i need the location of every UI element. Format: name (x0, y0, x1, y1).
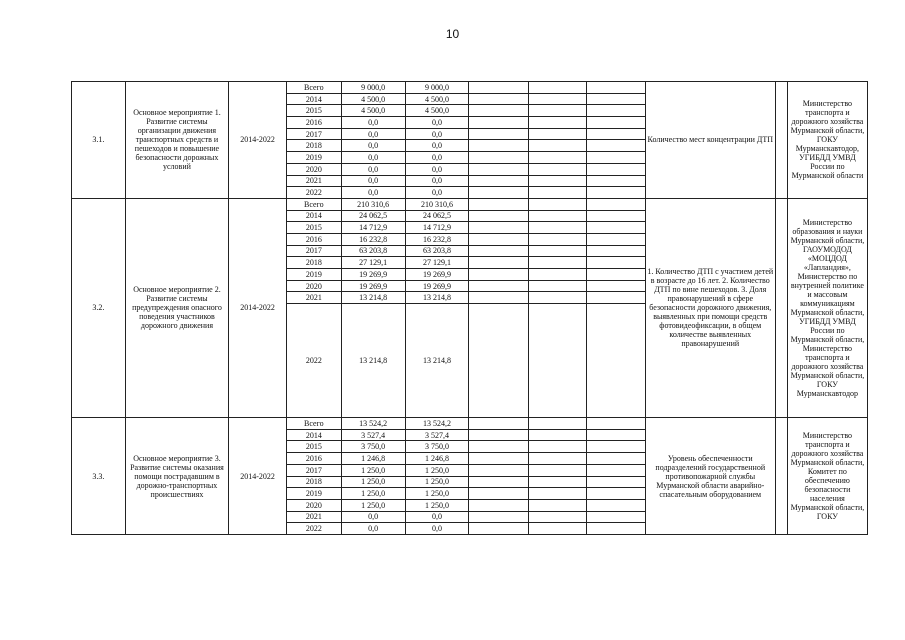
finance-year: 2021 (286, 292, 341, 304)
finance-regional: 1 250,0 (405, 488, 469, 500)
activity-name: Основное мероприятие 2. Развитие системы предупреждения опасного поведения участников дорожного движения (125, 198, 228, 417)
finance-year: 2016 (286, 117, 341, 129)
finance-blank (469, 292, 529, 304)
finance-blank (529, 441, 587, 453)
finance-blank (469, 476, 529, 488)
finance-blank (529, 175, 587, 187)
finance-blank (529, 488, 587, 500)
finance-regional: 0,0 (405, 163, 469, 175)
finance-total: 27 129,1 (341, 257, 405, 269)
finance-blank (469, 117, 529, 129)
finance-blank (469, 304, 529, 418)
finance-regional: 27 129,1 (405, 257, 469, 269)
finance-blank (587, 429, 646, 441)
finance-blank (469, 280, 529, 292)
finance-blank (529, 140, 587, 152)
finance-total: 24 062,5 (341, 210, 405, 222)
finance-blank (529, 245, 587, 257)
finance-year: 2015 (286, 222, 341, 234)
finance-total: 4 500,0 (341, 105, 405, 117)
finance-blank (529, 280, 587, 292)
finance-total: 0,0 (341, 523, 405, 535)
finance-regional: 3 527,4 (405, 429, 469, 441)
finance-year: 2014 (286, 429, 341, 441)
finance-blank (529, 163, 587, 175)
finance-regional: 0,0 (405, 117, 469, 129)
finance-regional: 4 500,0 (405, 93, 469, 105)
finance-year: 2022 (286, 187, 341, 199)
finance-blank (469, 523, 529, 535)
finance-total: 19 269,9 (341, 280, 405, 292)
finance-blank (587, 163, 646, 175)
finance-blank (469, 140, 529, 152)
finance-blank (587, 269, 646, 281)
finance-blank (469, 499, 529, 511)
finance-year: Всего (286, 82, 341, 94)
finance-total: 0,0 (341, 152, 405, 164)
finance-blank (469, 464, 529, 476)
finance-blank (529, 523, 587, 535)
finance-blank (587, 499, 646, 511)
finance-regional: 13 214,8 (405, 292, 469, 304)
finance-blank (587, 245, 646, 257)
finance-year: 2017 (286, 128, 341, 140)
finance-regional: 210 310,6 (405, 198, 469, 210)
finance-year: 2020 (286, 163, 341, 175)
finance-blank (529, 304, 587, 418)
finance-blank (587, 233, 646, 245)
finance-blank (469, 105, 529, 117)
finance-total: 16 232,8 (341, 233, 405, 245)
finance-year: 2021 (286, 511, 341, 523)
finance-year: 2014 (286, 210, 341, 222)
finance-total: 0,0 (341, 117, 405, 129)
finance-regional: 9 000,0 (405, 82, 469, 94)
table-body (72, 82, 868, 535)
finance-blank (529, 82, 587, 94)
finance-blank (469, 245, 529, 257)
finance-regional: 0,0 (405, 511, 469, 523)
finance-blank (587, 453, 646, 465)
finance-blank (587, 105, 646, 117)
finance-year: 2016 (286, 453, 341, 465)
finance-year: Всего (286, 418, 341, 430)
finance-year: 2019 (286, 488, 341, 500)
finance-blank (529, 210, 587, 222)
finance-blank (469, 222, 529, 234)
finance-blank (529, 187, 587, 199)
finance-blank (529, 222, 587, 234)
finance-year: 2020 (286, 499, 341, 511)
finance-regional: 16 232,8 (405, 233, 469, 245)
finance-total: 1 246,8 (341, 453, 405, 465)
finance-regional: 0,0 (405, 140, 469, 152)
finance-blank (469, 429, 529, 441)
finance-blank (529, 464, 587, 476)
finance-regional: 4 500,0 (405, 105, 469, 117)
finance-blank (529, 117, 587, 129)
finance-blank (529, 429, 587, 441)
finance-regional: 3 750,0 (405, 441, 469, 453)
finance-blank (587, 187, 646, 199)
finance-year: 2015 (286, 105, 341, 117)
finance-year: 2018 (286, 140, 341, 152)
finance-blank (529, 233, 587, 245)
finance-blank (587, 128, 646, 140)
finance-blank (469, 257, 529, 269)
indicator-value-cell (775, 82, 787, 199)
finance-blank (587, 175, 646, 187)
finance-total: 9 000,0 (341, 82, 405, 94)
finance-blank (529, 292, 587, 304)
activity-number: 3.2. (72, 198, 126, 417)
finance-regional: 0,0 (405, 523, 469, 535)
finance-blank (529, 418, 587, 430)
finance-blank (469, 269, 529, 281)
finance-blank (469, 511, 529, 523)
finance-blank (529, 105, 587, 117)
finance-year: 2015 (286, 441, 341, 453)
finance-regional: 13 524,2 (405, 418, 469, 430)
finance-total: 1 250,0 (341, 464, 405, 476)
activity-period: 2014-2022 (229, 198, 287, 417)
finance-blank (587, 82, 646, 94)
finance-blank (469, 233, 529, 245)
finance-blank (469, 441, 529, 453)
activity-name: Основное мероприятие 3. Развитие системы оказания помощи пострадавшим в дорожно-транспортных происшествиях (125, 418, 228, 535)
finance-year: 2021 (286, 175, 341, 187)
finance-year: 2018 (286, 476, 341, 488)
finance-blank (469, 488, 529, 500)
activity-number: 3.1. (72, 82, 126, 199)
page-number: 10 (445, 27, 460, 41)
finance-regional: 0,0 (405, 187, 469, 199)
finance-total: 1 250,0 (341, 488, 405, 500)
activity-number: 3.3. (72, 418, 126, 535)
finance-blank (587, 523, 646, 535)
finance-regional: 1 250,0 (405, 499, 469, 511)
finance-blank (587, 280, 646, 292)
finance-blank (469, 93, 529, 105)
finance-regional: 0,0 (405, 128, 469, 140)
finance-regional: 1 246,8 (405, 453, 469, 465)
finance-total: 0,0 (341, 187, 405, 199)
finance-blank (529, 257, 587, 269)
finance-blank (529, 511, 587, 523)
finance-blank (587, 476, 646, 488)
finance-regional: 24 062,5 (405, 210, 469, 222)
finance-blank (587, 418, 646, 430)
finance-blank (529, 152, 587, 164)
indicator-value-cell (775, 418, 787, 535)
finance-blank (587, 93, 646, 105)
finance-blank (469, 163, 529, 175)
finance-year: 2017 (286, 245, 341, 257)
finance-blank (587, 222, 646, 234)
finance-blank (469, 152, 529, 164)
finance-blank (529, 198, 587, 210)
finance-total: 0,0 (341, 511, 405, 523)
finance-regional: 63 203,8 (405, 245, 469, 257)
activity-period: 2014-2022 (229, 82, 287, 199)
finance-blank (587, 257, 646, 269)
finance-blank (469, 198, 529, 210)
finance-year: 2019 (286, 269, 341, 281)
finance-year: Всего (286, 198, 341, 210)
finance-blank (529, 476, 587, 488)
finance-year: 2022 (286, 304, 341, 418)
finance-total: 3 527,4 (341, 429, 405, 441)
table-row (72, 418, 868, 430)
finance-blank (469, 128, 529, 140)
finance-blank (587, 464, 646, 476)
indicator-cell: 1. Количество ДТП с участием детей в возрасте до 16 лет. 2. Количество ДТП по вине пешеходов. 3. Доля правонарушений в сфере безопасности дорожного движения, выявленных при помощи средств фотовидеофиксации, в общем количестве выявленных правонарушений (645, 198, 775, 417)
finance-year: 2019 (286, 152, 341, 164)
finance-regional: 13 214,8 (405, 304, 469, 418)
finance-total: 3 750,0 (341, 441, 405, 453)
finance-regional: 1 250,0 (405, 476, 469, 488)
finance-regional: 0,0 (405, 175, 469, 187)
table-row (72, 82, 868, 94)
finance-year: 2016 (286, 233, 341, 245)
finance-blank (587, 441, 646, 453)
finance-blank (587, 488, 646, 500)
finance-blank (529, 499, 587, 511)
finance-total: 0,0 (341, 140, 405, 152)
finance-regional: 19 269,9 (405, 280, 469, 292)
finance-regional: 14 712,9 (405, 222, 469, 234)
finance-blank (587, 292, 646, 304)
finance-regional: 1 250,0 (405, 464, 469, 476)
finance-regional: 19 269,9 (405, 269, 469, 281)
indicator-cell: Уровень обеспеченности подразделений государственной противопожарной службы Мурманской области аварийно-спасательным оборудованием (645, 418, 775, 535)
finance-blank (469, 453, 529, 465)
finance-total: 1 250,0 (341, 499, 405, 511)
finance-blank (529, 269, 587, 281)
finance-total: 14 712,9 (341, 222, 405, 234)
finance-total: 13 214,8 (341, 292, 405, 304)
finance-blank (469, 187, 529, 199)
finance-blank (587, 152, 646, 164)
finance-total: 4 500,0 (341, 93, 405, 105)
finance-year: 2020 (286, 280, 341, 292)
finance-total: 19 269,9 (341, 269, 405, 281)
activity-name: Основное мероприятие 1. Развитие системы организации движения транспортных средств и пешеходов и повышение безопасности дорожных условий (125, 82, 228, 199)
finance-year: 2018 (286, 257, 341, 269)
indicator-value-cell (775, 198, 787, 417)
finance-total: 13 214,8 (341, 304, 405, 418)
finance-total: 1 250,0 (341, 476, 405, 488)
finance-regional: 0,0 (405, 152, 469, 164)
finance-year: 2017 (286, 464, 341, 476)
finance-blank (587, 210, 646, 222)
finance-blank (529, 93, 587, 105)
activity-period: 2014-2022 (229, 418, 287, 535)
finance-blank (469, 418, 529, 430)
finance-year: 2014 (286, 93, 341, 105)
executor-cell: Министерство транспорта и дорожного хозяйства Мурманской области, ГОКУ Мурманскавтодор, УГИБДД УМВД России по Мурманской области (787, 82, 867, 199)
executor-cell: Министерство образования и науки Мурманской области, ГАОУМОДОД «МОЦДОД «Лапландия», Министерство по внутренней политике и массовым коммуникациям Мурманской области, УГИБДД УМВД России по Мурманской области, Министерство транспорта и дорожного хозяйства Мурманской области, ГОКУ Мурманскавтодор (787, 198, 867, 417)
indicator-cell: Количество мест концентрации ДТП (645, 82, 775, 199)
program-activities-table (71, 81, 868, 535)
finance-blank (529, 453, 587, 465)
finance-total: 210 310,6 (341, 198, 405, 210)
finance-blank (587, 140, 646, 152)
finance-blank (587, 511, 646, 523)
finance-blank (529, 128, 587, 140)
finance-total: 63 203,8 (341, 245, 405, 257)
finance-blank (587, 117, 646, 129)
finance-total: 0,0 (341, 163, 405, 175)
finance-total: 0,0 (341, 175, 405, 187)
finance-blank (587, 304, 646, 418)
executor-cell: Министерство транспорта и дорожного хозяйства Мурманской области, Комитет по обеспечению безопасности населения Мурманской области, ГОКУ (787, 418, 867, 535)
table-row (72, 198, 868, 210)
finance-total: 0,0 (341, 128, 405, 140)
finance-year: 2022 (286, 523, 341, 535)
finance-blank (469, 175, 529, 187)
finance-blank (469, 82, 529, 94)
finance-total: 13 524,2 (341, 418, 405, 430)
finance-blank (469, 210, 529, 222)
finance-blank (587, 198, 646, 210)
